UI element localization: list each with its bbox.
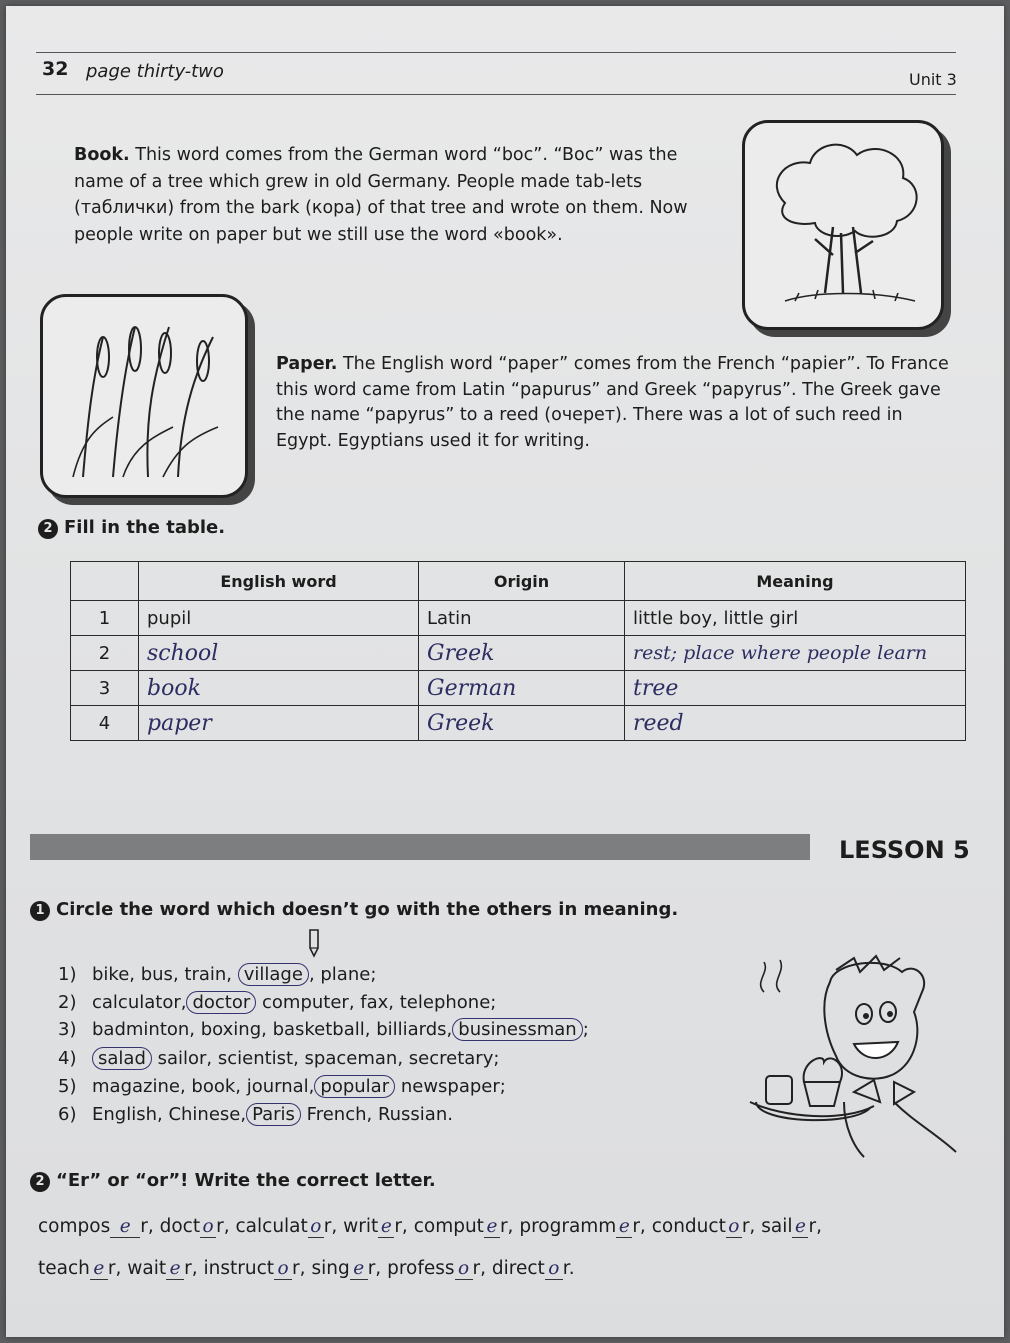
answer-blank: o	[274, 1258, 292, 1280]
word-ending: r,	[499, 1216, 514, 1237]
item-number: 6)	[58, 1104, 77, 1125]
answer-blank: e	[484, 1216, 500, 1238]
answer-blank: o	[545, 1258, 563, 1280]
circled-word: Paris	[246, 1103, 301, 1126]
item-text-after: French, Russian.	[300, 1104, 453, 1125]
circled-word: doctor	[186, 991, 256, 1014]
row-meaning-handwritten: tree	[625, 671, 966, 706]
word-ending: r,	[292, 1258, 306, 1279]
task-er-or-heading	[30, 1170, 436, 1192]
item-number: 1)	[58, 964, 77, 985]
word-stem: profess	[387, 1258, 455, 1279]
word-stem: teach	[38, 1258, 90, 1279]
header-top-rule	[36, 52, 956, 53]
word-ending: r,	[632, 1216, 646, 1237]
word-ending: r,	[367, 1258, 382, 1279]
reed-illustration	[40, 294, 248, 498]
header-bottom-rule	[36, 94, 956, 95]
word-ending: r,	[394, 1216, 408, 1237]
answer-blank: e	[792, 1216, 808, 1238]
row-origin-handwritten: Greek	[419, 706, 625, 741]
list-item	[58, 964, 376, 985]
table-header-meaning: Meaning	[625, 562, 966, 601]
item-text-before: magazine, book, journal,	[92, 1076, 315, 1097]
paper-paragraph	[276, 352, 956, 454]
word-stem: programm	[519, 1216, 617, 1237]
table-row	[71, 671, 966, 706]
book-body: This word comes from the German word “boc”. “Boc” was the name of a tree which grew in old Germany. People made tab-lets (таблички) from the bark (кора) of that tree and wrote on them. Now people write on paper but we still use the word «book».	[74, 145, 688, 245]
task-title: Circle the word which doesn’t go with the others in meaning.	[56, 899, 679, 920]
paper-body: The English word “paper” comes from the French “papier”. To France this word came from Latin “papurus” and Greek “papyrus”. The Greek gave the name “papyrus” to a reed (очерет). There was a lot of such reed in Egypt. Egyptians used it for writing.	[276, 354, 949, 451]
word-ending: r,	[741, 1216, 756, 1237]
word-stem: direct	[491, 1258, 545, 1279]
row-number: 2	[71, 636, 139, 671]
task-number-badge: 2	[38, 519, 58, 539]
row-word-handwritten: paper	[139, 706, 419, 741]
answer-blank: e	[166, 1258, 184, 1280]
row-number: 4	[71, 706, 139, 741]
word-ending: r,	[472, 1258, 487, 1279]
list-item	[58, 1104, 453, 1125]
textbook-page	[6, 6, 1004, 1337]
row-meaning-handwritten: rest; place where people learn	[625, 636, 966, 671]
page-number: 32	[42, 58, 69, 80]
book-term: Book.	[74, 145, 130, 165]
list-item	[58, 992, 496, 1013]
er-or-line-2	[38, 1258, 575, 1280]
item-text-before: English, Chinese,	[92, 1104, 247, 1125]
lesson-title: LESSON 5	[839, 836, 970, 864]
answer-blank: e	[90, 1258, 108, 1280]
row-meaning: little boy, little girl	[625, 601, 966, 636]
word-ending: r,	[216, 1216, 230, 1237]
word-ending: r,	[808, 1216, 822, 1237]
item-number: 2)	[58, 992, 77, 1013]
task-number-badge: 2	[30, 1172, 50, 1192]
list-item	[58, 1048, 499, 1069]
reed-icon	[43, 297, 245, 495]
circled-word: businessman	[452, 1018, 582, 1041]
answer-blank: e	[350, 1258, 368, 1280]
word-ending: r,	[184, 1258, 198, 1279]
item-text-before: bike, bus, train,	[92, 964, 233, 985]
circled-word: popular	[314, 1075, 395, 1098]
paper-term: Paper.	[276, 354, 338, 374]
word-stem: sail	[761, 1216, 793, 1237]
word-stem: conduct	[651, 1216, 726, 1237]
word-ending: r,	[323, 1216, 338, 1237]
word-stem: instruct	[203, 1258, 275, 1279]
row-origin: Latin	[419, 601, 625, 636]
lesson-banner-bar	[30, 834, 810, 860]
table-header-number	[71, 562, 139, 601]
word-stem: comput	[413, 1216, 484, 1237]
task-title: Fill in the table.	[64, 517, 226, 538]
table-row	[71, 601, 966, 636]
list-item	[58, 1076, 506, 1097]
word-stem: wait	[127, 1258, 167, 1279]
circled-word: village	[238, 963, 309, 986]
task-circle-heading	[30, 899, 678, 921]
answer-blank: e	[378, 1216, 394, 1238]
word-stem: compos	[38, 1216, 111, 1237]
row-number: 3	[71, 671, 139, 706]
row-origin-handwritten: Greek	[419, 636, 625, 671]
row-origin-handwritten: German	[419, 671, 625, 706]
answer-blank: e	[616, 1216, 632, 1238]
item-number: 5)	[58, 1076, 77, 1097]
tree-icon	[745, 123, 941, 327]
task-title: “Er” or “or”! Write the correct letter.	[56, 1170, 436, 1191]
row-number: 1	[71, 601, 139, 636]
item-text-after: sailor, scientist, spaceman, secretary;	[151, 1048, 500, 1069]
unit-label: Unit 3	[909, 70, 957, 89]
table-header-origin: Origin	[419, 562, 625, 601]
word-ending: r,	[140, 1216, 154, 1237]
row-meaning-handwritten: reed	[625, 706, 966, 741]
item-number: 4)	[58, 1048, 77, 1069]
table-header-english-word: English word	[139, 562, 419, 601]
row-word: pupil	[139, 601, 419, 636]
word-stem: calculat	[235, 1216, 308, 1237]
item-text-after: newspaper;	[395, 1076, 506, 1097]
answer-blank: o	[308, 1216, 324, 1238]
item-text-after: , plane;	[308, 964, 377, 985]
circled-word: salad	[92, 1047, 152, 1070]
item-number: 3)	[58, 1019, 77, 1040]
answer-blank: o	[726, 1216, 742, 1238]
table-header-row	[71, 562, 966, 601]
item-text-after: ;	[582, 1019, 589, 1040]
er-or-line-1	[38, 1216, 822, 1238]
table-row	[71, 706, 966, 741]
item-text-before: badminton, boxing, basketball, billiards,	[92, 1019, 453, 1040]
list-item	[58, 1019, 589, 1040]
item-text-after: computer, fax, telephone;	[262, 992, 497, 1013]
book-paragraph	[74, 142, 722, 248]
page-number-words: page thirty-two	[86, 61, 224, 82]
word-ending: r.	[562, 1258, 575, 1279]
answer-blank: e	[110, 1216, 140, 1238]
answer-blank: o	[455, 1258, 473, 1280]
waiter-icon	[744, 952, 962, 1162]
task-number-badge: 1	[30, 901, 50, 921]
word-origin-table	[70, 561, 966, 741]
word-stem: sing	[311, 1258, 350, 1279]
row-word-handwritten: school	[139, 636, 419, 671]
item-text-before: calculator,	[92, 992, 187, 1013]
tree-illustration	[742, 120, 944, 330]
row-word-handwritten: book	[139, 671, 419, 706]
answer-blank: o	[200, 1216, 216, 1238]
word-stem: writ	[343, 1216, 379, 1237]
word-stem: doct	[159, 1216, 201, 1237]
table-row	[71, 636, 966, 671]
task-fill-table-heading	[38, 517, 225, 539]
word-ending: r,	[107, 1258, 122, 1279]
pencil-icon	[304, 928, 324, 958]
